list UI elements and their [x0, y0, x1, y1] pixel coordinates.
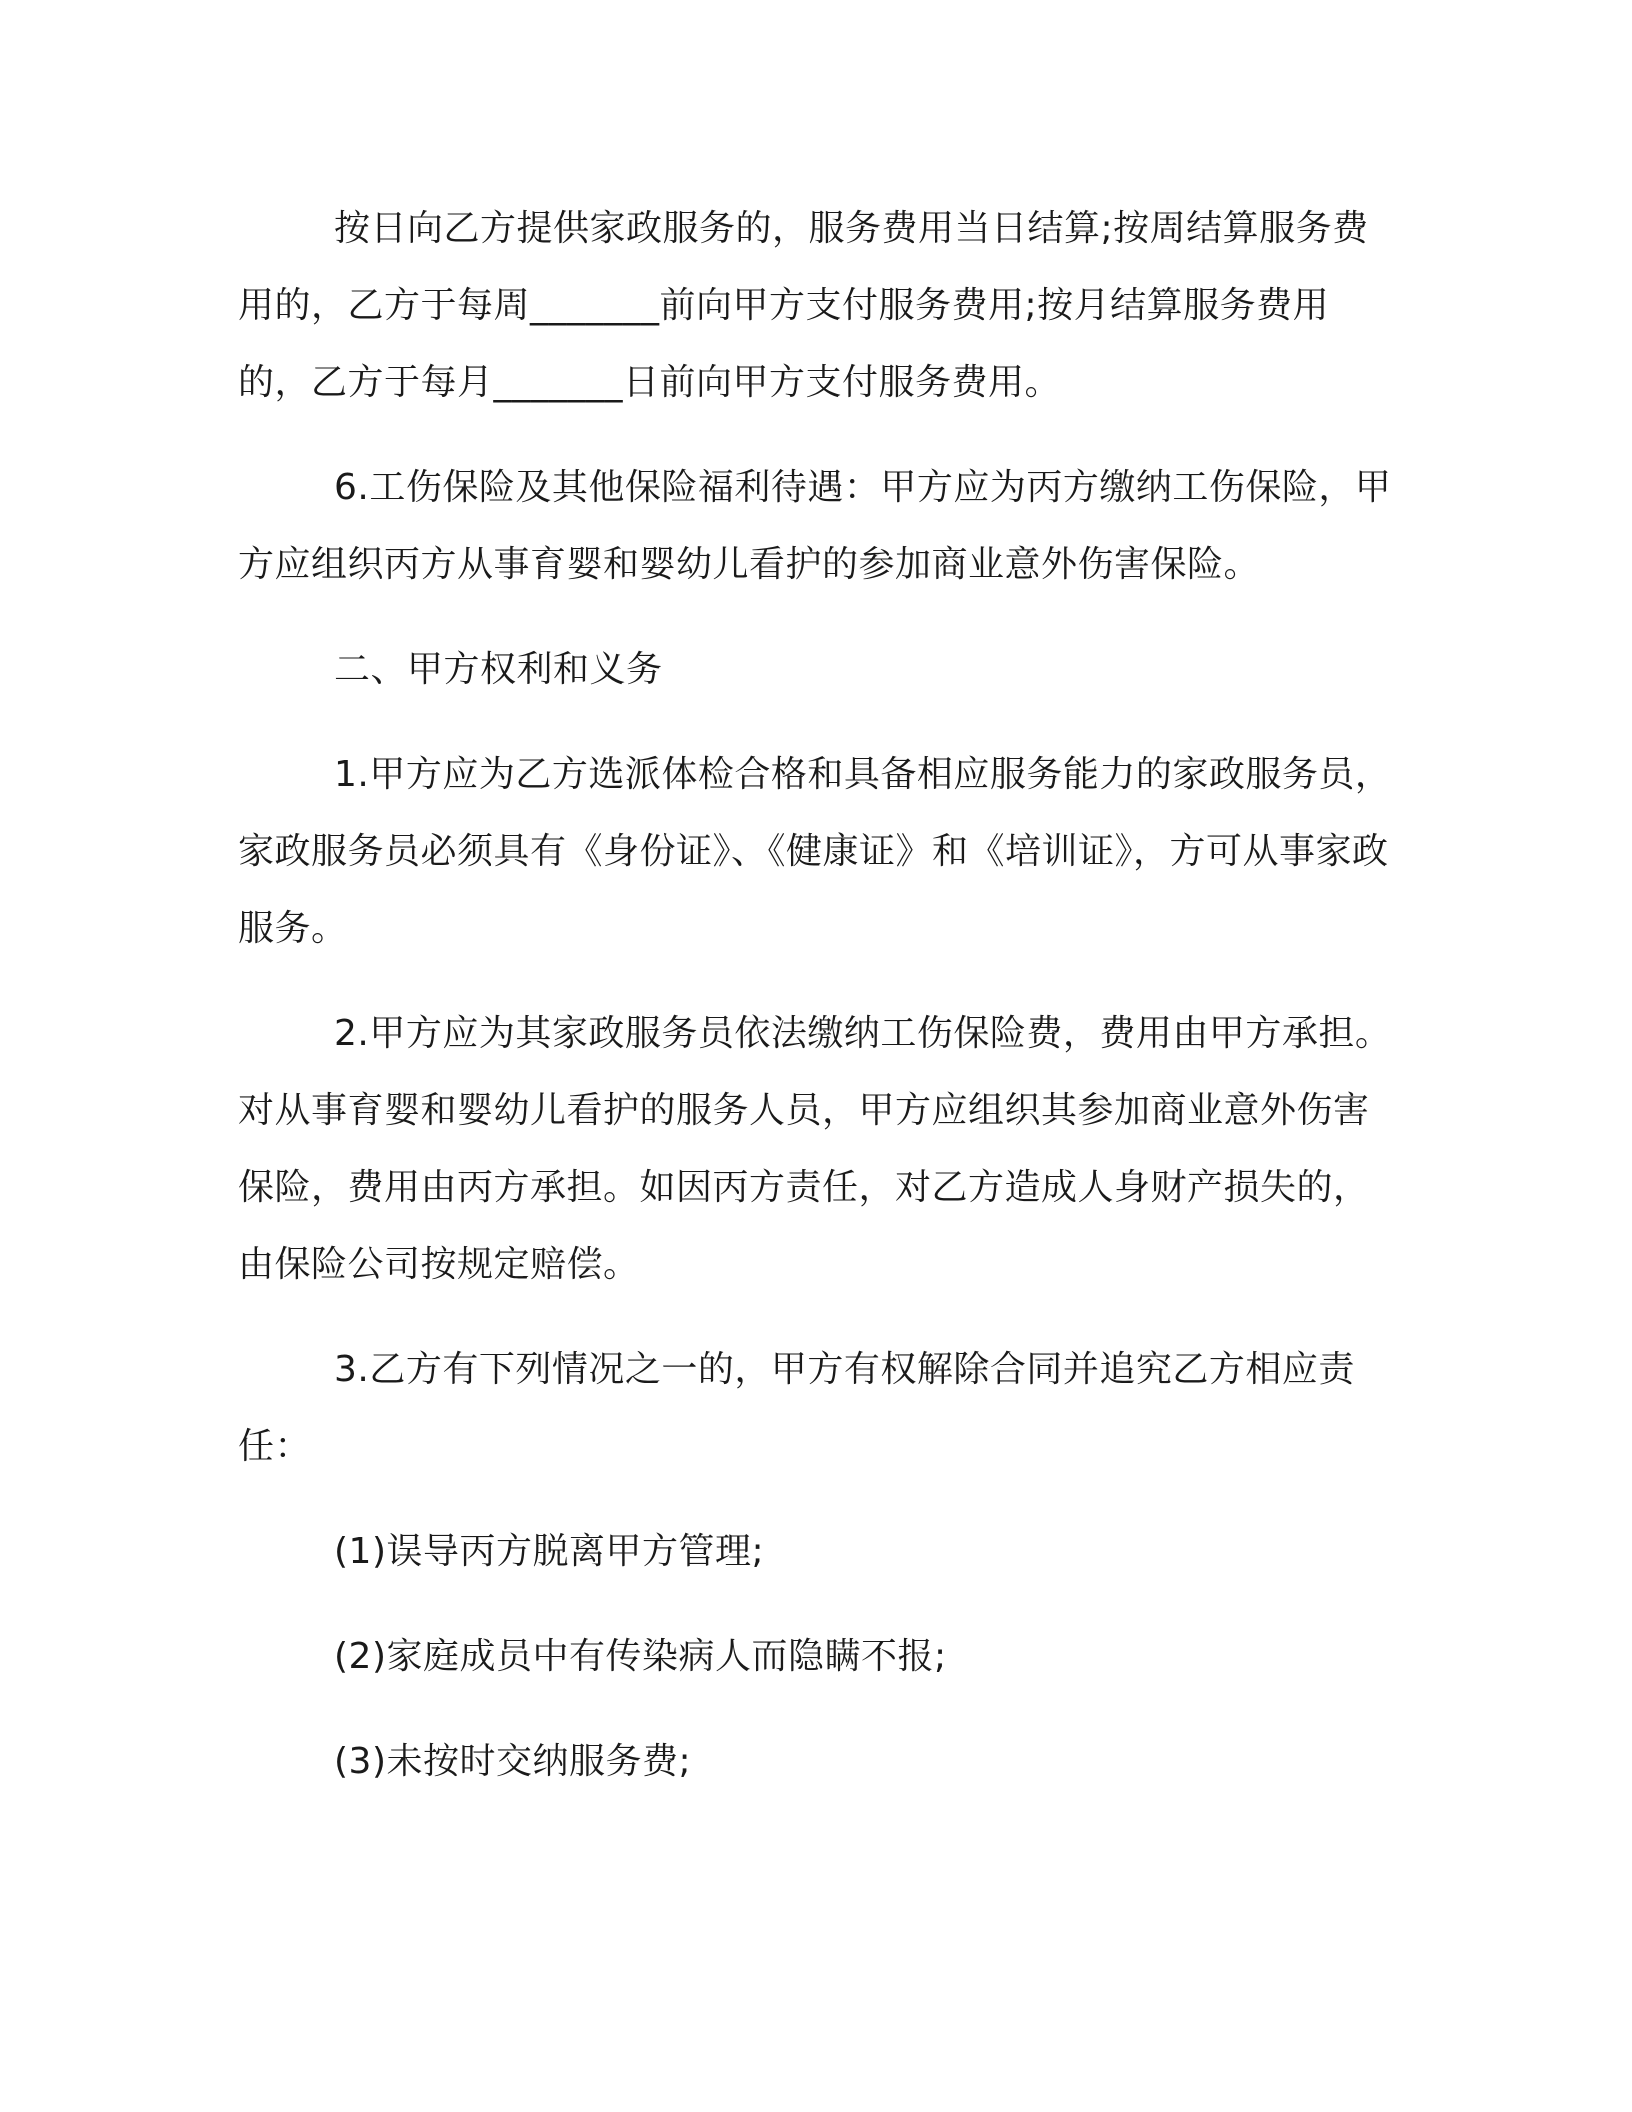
para-item-1: 1.甲方应为乙方选派体检合格和具备相应服务能力的家政服务员，家政服务员必须具有《身份证》、《健康证》和《培训证》，方可从事家政服务。 [238, 754, 1392, 949]
para-payment-settlement: 按日向乙方提供家政服务的，服务费用当日结算;按周结算服务费用的，乙方于每周_______前向甲方支付服务费用;按月结算服务费用的，乙方于每月_______日前向甲方支付服务费用。 [238, 208, 1369, 403]
list-item-2: (2)家庭成员中有传染病人而隐瞒不报; [334, 1636, 947, 1677]
section-heading-party-a: 二、甲方权利和义务 [334, 649, 663, 690]
para-insurance: 6.工伤保险及其他保险福利待遇：甲方应为丙方缴纳工伤保险，甲方应组织丙方从事育婴和婴幼儿看护的参加商业意外伤害保险。 [238, 467, 1392, 585]
para-item-3: 3.乙方有下列情况之一的，甲方有权解除合同并追究乙方相应责任： [238, 1349, 1355, 1467]
list-item-3: (3)未按时交纳服务费; [334, 1741, 692, 1782]
para-item-2: 2.甲方应为其家政服务员依法缴纳工伤保险费，费用由甲方承担。对从事育婴和婴幼儿看护的服务人员，甲方应组织其参加商业意外伤害保险，费用由丙方承担。如因丙方责任，对乙方造成人身财产损失的，由保险公司按规定赔偿。 [238, 1013, 1392, 1285]
list-item-1: (1)误导丙方脱离甲方管理; [334, 1531, 765, 1572]
document-body [238, 190, 1398, 1828]
